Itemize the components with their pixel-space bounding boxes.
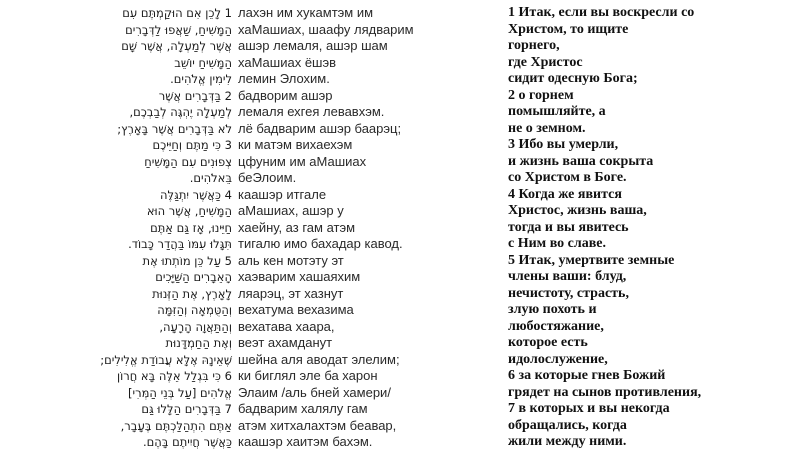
russian-line: 2 о горнем xyxy=(508,87,574,103)
russian-line: которое есть xyxy=(508,335,588,350)
transliteration-line: ки биглял эле ба харон xyxy=(238,368,378,383)
hebrew-line: לָאָרֶץ, אֶת הַזְּנוּת xyxy=(152,286,232,301)
hebrew-line: 2 בַּדְּבָרִים אֲשֶׁר xyxy=(158,88,232,103)
transliteration-line: хаэварим хашаяхим xyxy=(238,269,361,284)
hebrew-line: כַּאֲשֶׁר חֲיִיתֶם בָּהֶם. xyxy=(142,435,232,449)
transliteration-line: лемин Элохим. xyxy=(238,71,330,86)
hebrew-line: שֶׁאֵינָהּ אֶלָּא עֲבוֹדַת אֱלִילִים; xyxy=(100,352,232,367)
transliteration-line: веэт ахамданут xyxy=(238,335,333,350)
transliteration-line: Элаим /аль бней хамери/ xyxy=(238,384,391,400)
transliteration-line: аМашиах, ашэр у xyxy=(238,203,344,218)
hebrew-line: הָאֵבָרִים הַשַּׁיָּכִים xyxy=(155,270,232,284)
transliteration-line: ки матэм вихаехэм xyxy=(238,137,353,152)
hebrew-line: 4 כַּאֲשֶׁר יִתְגַּלֶּה xyxy=(160,187,232,202)
hebrew-line: הַמָּשִׁיחַ, שַׁאֲפוּ לַדְּבָרִים xyxy=(125,22,232,37)
hebrew-line: לִימִין אֱלֹהִים. xyxy=(170,72,232,86)
russian-line: Христос, жизнь ваша, xyxy=(508,203,647,218)
russian-line: любостяжание, xyxy=(508,318,604,334)
russian-line: со Христом в Боге. xyxy=(508,170,627,185)
transliteration-line: цфуним им аМашиах xyxy=(238,153,367,169)
hebrew-line: לְמַעְלָה יֶהְגֶּה לְבַבְכֶם, xyxy=(129,105,232,119)
russian-line: тогда и вы явитесь xyxy=(508,219,629,235)
russian-line: жили между ними. xyxy=(508,434,627,449)
hebrew-line: ‏1 לָכֵן אִם הוּקַמְתֶּם עִם xyxy=(122,6,232,20)
russian-line: с Ним во славе. xyxy=(508,236,607,251)
hebrew-line: הַמָּשִׁיחַ, אֲשֶׁר הוּא xyxy=(146,204,232,218)
russian-line: 5 Итак, умертвите земные xyxy=(508,252,675,268)
transliteration-line: каашэр итгале xyxy=(238,186,327,202)
russian-line: 7 в которых и вы некогда xyxy=(508,401,670,416)
transliteration-line: лё бадварим ашэр баарэц; xyxy=(238,120,402,136)
hebrew-line: בֵּאלֹהִים. xyxy=(189,171,232,185)
transliteration-line: шейна аля аводат элелим; xyxy=(238,351,400,367)
transliteration-line: хаМашиах, шаафу лядварим xyxy=(238,21,414,37)
russian-line: сидит одесную Бога; xyxy=(508,71,638,86)
russian-line: Христом, то ищите xyxy=(508,21,629,37)
hebrew-line: וְהַתַּאֲוָה הָרָעָה, xyxy=(159,319,232,334)
russian-line: помышляйте, а xyxy=(508,104,606,119)
transliteration-line: атэм хитхалахтэм беавар, xyxy=(238,417,397,433)
russian-line: грядет на сынов противления, xyxy=(508,384,702,400)
transliteration-line: беЭлоим. xyxy=(238,170,297,185)
hebrew-line: אַתֶּם הִתְהַלַּכְתֶּם בֶּעָבָר, xyxy=(120,418,232,433)
hebrew-line: 7 בַּדְּבָרִים הַלָּלוּ גַּם xyxy=(141,402,232,416)
transliteration-line: бадворим ашэр xyxy=(238,87,333,103)
transliteration-line: хаейну, аз гам атэм xyxy=(238,219,356,235)
hebrew-line: אֱלֹהִים [עַל בְּנֵי הַמְּרִי] xyxy=(128,385,232,400)
russian-line: 1 Итак, если вы воскресли со xyxy=(508,5,695,20)
transliteration-line: тигалю имо бахадар кавод. xyxy=(238,236,403,251)
transliteration-line: лахэн им хукамтэм им xyxy=(238,5,374,20)
hebrew-line: לֹא בַּדְּבָרִים אֲשֶׁר בָּאָרֶץ; xyxy=(117,121,232,136)
russian-line: злую похоть и xyxy=(508,302,597,317)
transliteration-line: ашэр лемаля, ашэр шам xyxy=(238,38,388,53)
hebrew-line: אֲשֶׁר לְמַעְלָה, אֲשֶׁר שָׁם xyxy=(121,39,232,53)
transliteration-line: лемаля ехгея левавхэм. xyxy=(238,104,385,119)
transliteration-line: хаМашиах ёшэв xyxy=(238,54,337,70)
russian-line: горнего, xyxy=(508,38,560,53)
russian-line: идолослужение, xyxy=(508,351,608,367)
russian-line: члены ваши: блуд, xyxy=(508,269,627,284)
russian-line: нечистоту, страсть, xyxy=(508,285,629,301)
hebrew-line: וְהַטֻּמְאָה וְהַזִּמָּה xyxy=(157,303,232,317)
hebrew-line: חַיֵּינוּ, אָז גַּם אַתֶּם xyxy=(150,220,232,235)
hebrew-line: צְפוּנִים עִם הַמָּשִׁיחַ xyxy=(144,154,232,169)
russian-line: обращались, когда xyxy=(508,417,627,433)
russian-line: 3 Ибо вы умерли, xyxy=(508,137,619,152)
russian-line: и жизнь ваша сокрыта xyxy=(508,153,654,169)
hebrew-line: 5 עַל כֵּן מוֹתְתוּ אֶת xyxy=(142,253,232,268)
russian-line: 4 Когда же явится xyxy=(508,186,622,202)
hebrew-line: 6 כִּי בִּגְלַל אֵלֶּה בָּא חֲרוֹן xyxy=(116,369,232,383)
russian-line: 6 за которые гнев Божий xyxy=(508,368,666,383)
russian-line: где Христос xyxy=(508,54,583,70)
hebrew-line: תִּגָּלוּ עִמּוֹ בַּהֲדַר כָּבוֹד. xyxy=(128,237,232,251)
transliteration-line: вехатума вехазима xyxy=(238,302,354,317)
transliteration-line: бадварим халялу гам xyxy=(238,401,368,416)
transliteration-line: вехатава хаара, xyxy=(238,318,335,334)
hebrew-line: 3 כִּי מַתֶּם וְחַיֵּיכֶם xyxy=(152,138,232,152)
hebrew-line: הַמָּשִׁיחַ יוֹשֵׁב xyxy=(174,55,232,70)
transliteration-line: каашэр хаитэм бахэм. xyxy=(238,434,373,449)
transliteration-line: аль кен мотэту эт xyxy=(238,252,344,268)
russian-line: не о земном. xyxy=(508,120,586,136)
transliteration-line: ляарэц, эт хазнут xyxy=(238,285,344,301)
hebrew-line: וְאֶת הַחַמְדָּנוּת xyxy=(165,336,232,350)
